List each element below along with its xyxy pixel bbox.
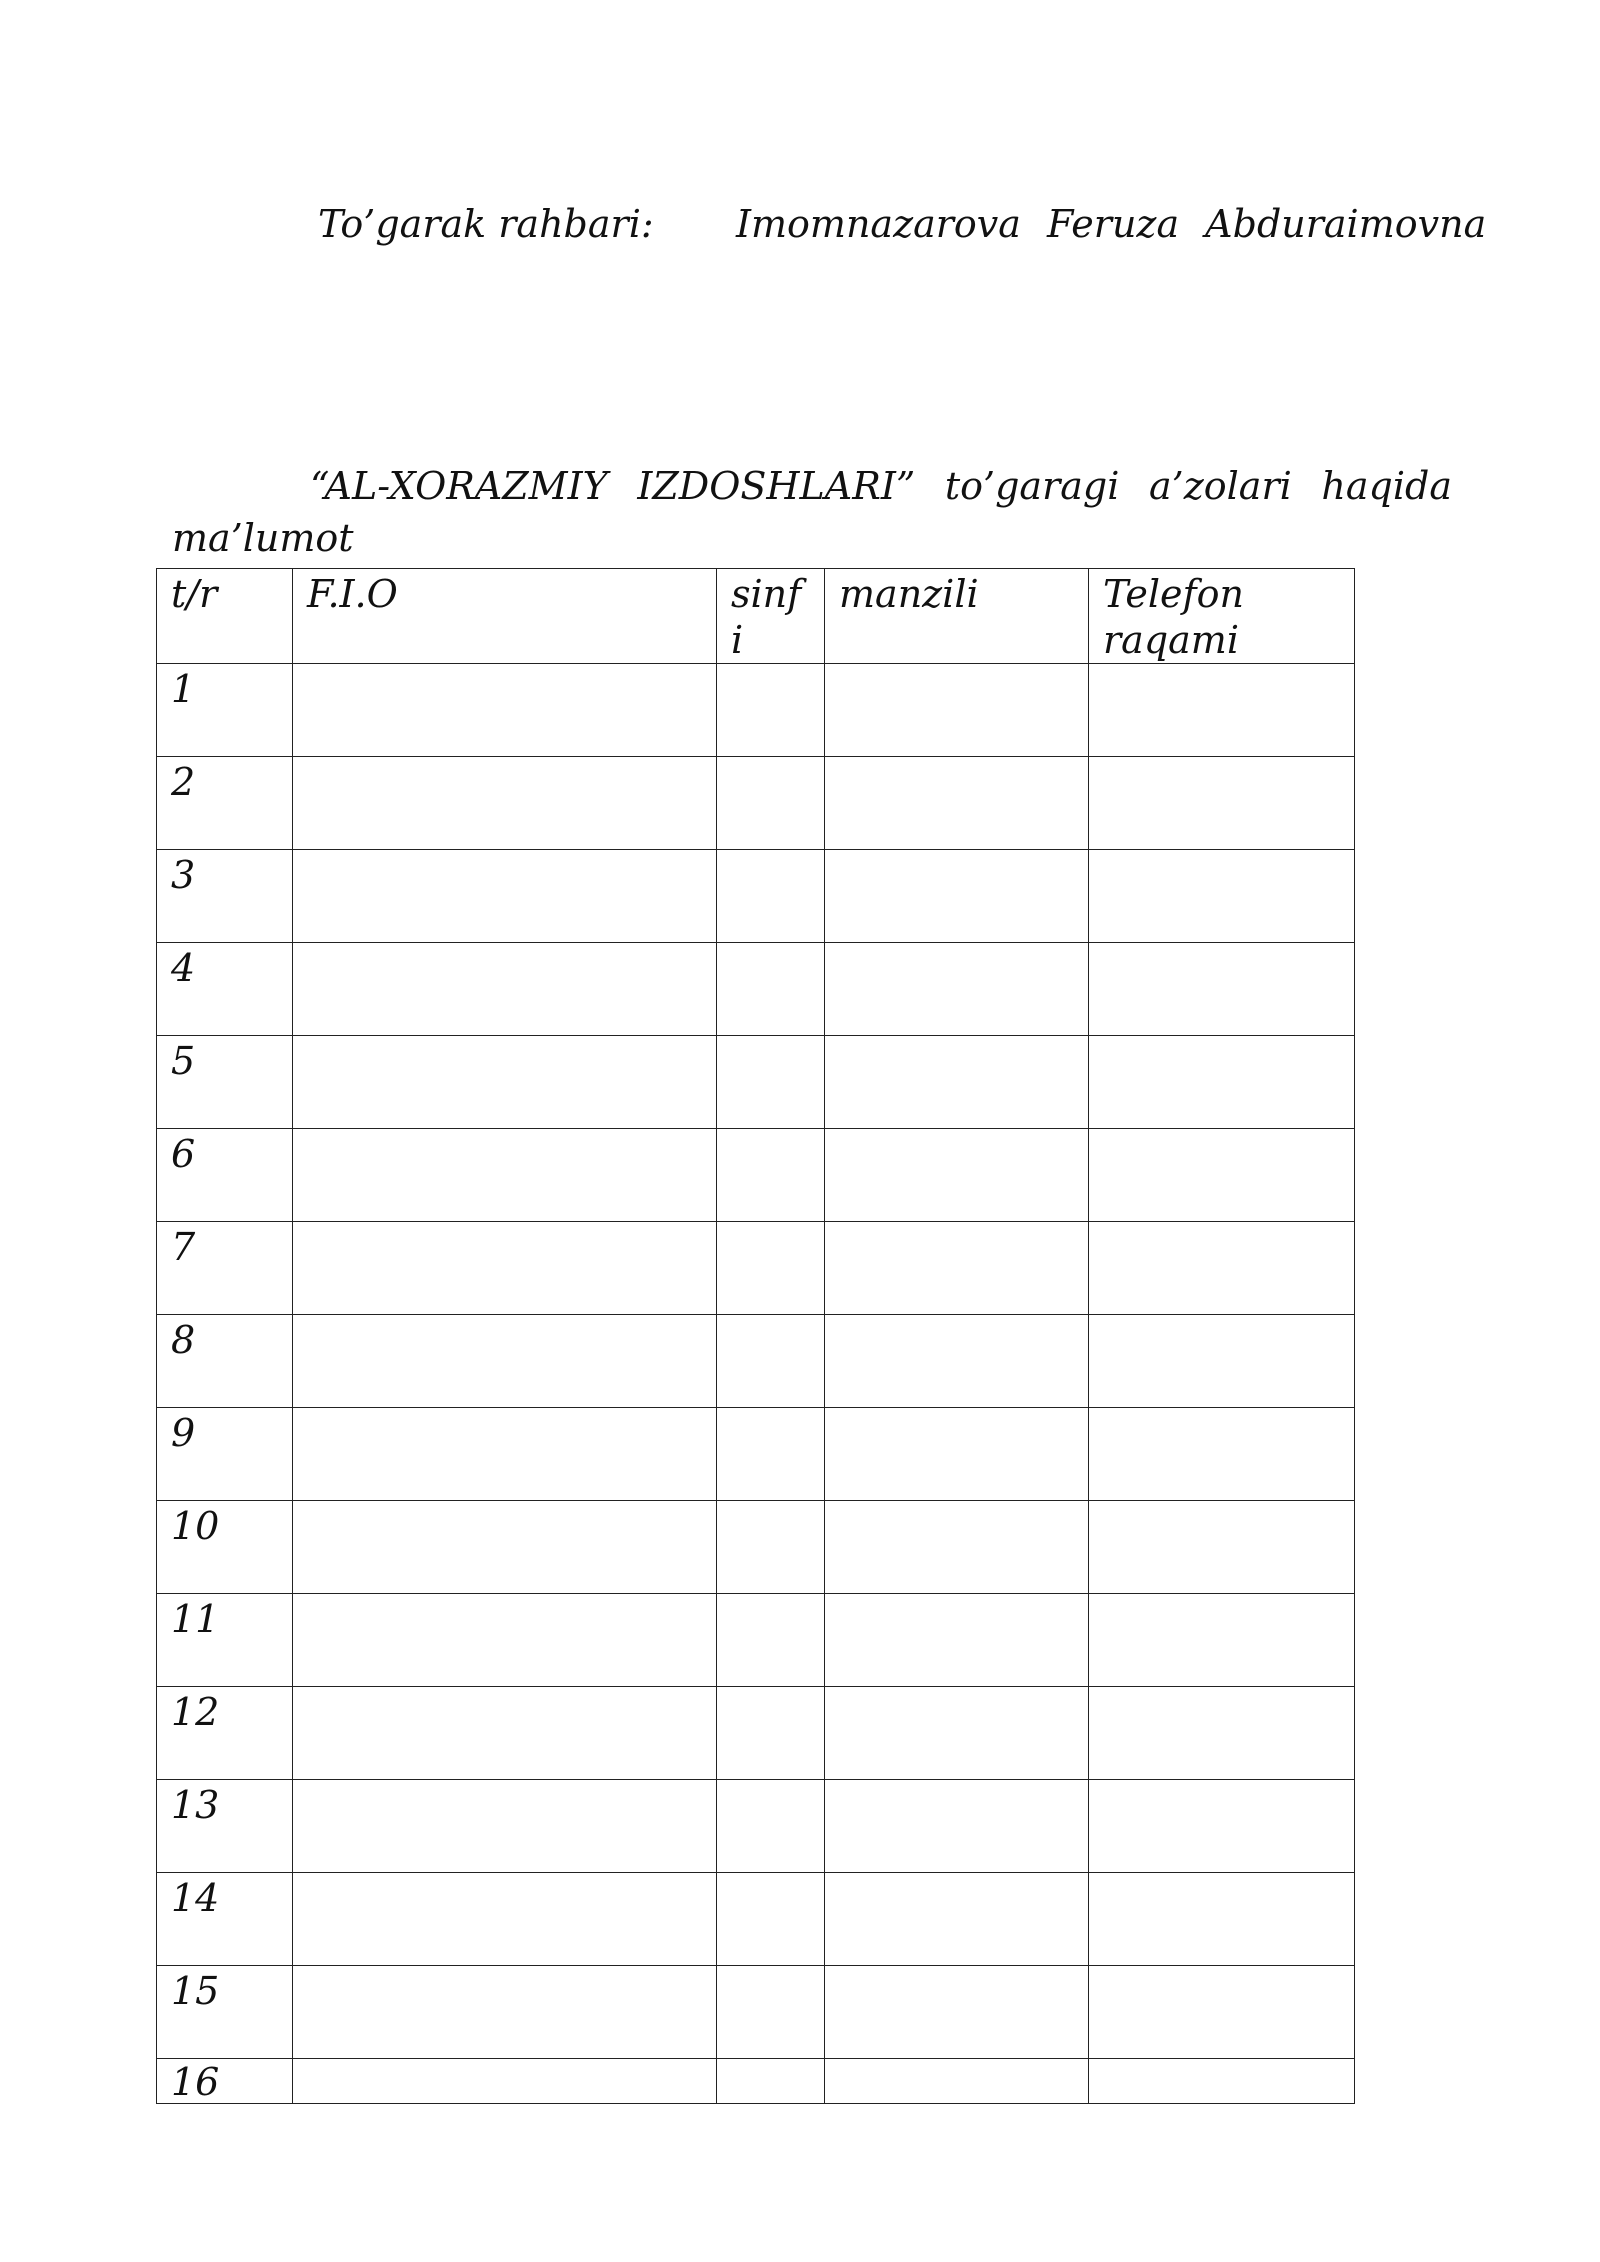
- fio-cell[interactable]: [293, 1780, 717, 1873]
- table-row: [157, 757, 1355, 850]
- leader-name: Imomnazarova Feruza Abduraimovna: [736, 202, 1487, 246]
- members-table: [156, 568, 1355, 2104]
- telefon-cell[interactable]: [1089, 1966, 1355, 2059]
- sinfi-cell[interactable]: [717, 1966, 825, 2059]
- telefon-cell[interactable]: [1089, 1873, 1355, 1966]
- table-row: [157, 1594, 1355, 1687]
- table-row: [157, 850, 1355, 943]
- table-row: [157, 1036, 1355, 1129]
- fio-cell[interactable]: [293, 1873, 717, 1966]
- telefon-cell[interactable]: [1089, 1501, 1355, 1594]
- manzili-cell[interactable]: [825, 1315, 1089, 1408]
- manzili-cell[interactable]: [825, 1966, 1089, 2059]
- telefon-cell[interactable]: [1089, 1315, 1355, 1408]
- row-number-cell: 10: [157, 1501, 293, 1594]
- telefon-cell[interactable]: [1089, 664, 1355, 757]
- header-sinfi: sinfi: [717, 569, 825, 664]
- row-number-cell: 12: [157, 1687, 293, 1780]
- sinfi-cell[interactable]: [717, 943, 825, 1036]
- sinfi-cell[interactable]: [717, 1594, 825, 1687]
- table-row: [157, 1408, 1355, 1501]
- table-row: [157, 1501, 1355, 1594]
- leader-label: To’garak rahbari:: [318, 202, 654, 246]
- row-number-cell: 9: [157, 1408, 293, 1501]
- header-tr: t/r: [157, 569, 293, 664]
- table-row: [157, 1780, 1355, 1873]
- manzili-cell[interactable]: [825, 1594, 1089, 1687]
- table-row: [157, 664, 1355, 757]
- manzili-cell[interactable]: [825, 2059, 1089, 2104]
- table-row: [157, 1315, 1355, 1408]
- table-row: [157, 1687, 1355, 1780]
- row-number-cell: 15: [157, 1966, 293, 2059]
- row-number-cell: 13: [157, 1780, 293, 1873]
- table-row: [157, 943, 1355, 1036]
- sinfi-cell[interactable]: [717, 1687, 825, 1780]
- row-number-cell: 1: [157, 664, 293, 757]
- fio-cell[interactable]: [293, 850, 717, 943]
- title-line-1: “AL-XORAZMIY IZDOSHLARI” to’garagi a’zolari haqida: [310, 464, 1452, 508]
- telefon-cell[interactable]: [1089, 757, 1355, 850]
- sinfi-cell[interactable]: [717, 1501, 825, 1594]
- table-row: [157, 1966, 1355, 2059]
- sinfi-cell[interactable]: [717, 1873, 825, 1966]
- manzili-cell[interactable]: [825, 1222, 1089, 1315]
- manzili-cell[interactable]: [825, 1036, 1089, 1129]
- table-row: [157, 1873, 1355, 1966]
- manzili-cell[interactable]: [825, 664, 1089, 757]
- fio-cell[interactable]: [293, 1408, 717, 1501]
- row-number-cell: 14: [157, 1873, 293, 1966]
- row-number-cell: 11: [157, 1594, 293, 1687]
- telefon-cell[interactable]: [1089, 1594, 1355, 1687]
- manzili-cell[interactable]: [825, 1408, 1089, 1501]
- manzili-cell[interactable]: [825, 943, 1089, 1036]
- header-manzili: manzili: [825, 569, 1089, 664]
- sinfi-cell[interactable]: [717, 1036, 825, 1129]
- telefon-cell[interactable]: [1089, 1780, 1355, 1873]
- manzili-cell[interactable]: [825, 1780, 1089, 1873]
- row-number-cell: 16: [157, 2059, 293, 2104]
- sinfi-cell[interactable]: [717, 850, 825, 943]
- fio-cell[interactable]: [293, 2059, 717, 2104]
- table-header-row: [157, 569, 1355, 664]
- fio-cell[interactable]: [293, 943, 717, 1036]
- fio-cell[interactable]: [293, 1222, 717, 1315]
- row-number-cell: 7: [157, 1222, 293, 1315]
- fio-cell[interactable]: [293, 1129, 717, 1222]
- telefon-cell[interactable]: [1089, 1222, 1355, 1315]
- row-number-cell: 8: [157, 1315, 293, 1408]
- sinfi-cell[interactable]: [717, 1315, 825, 1408]
- document-title: [172, 460, 1452, 564]
- table-row: [157, 2059, 1355, 2104]
- fio-cell[interactable]: [293, 1036, 717, 1129]
- manzili-cell[interactable]: [825, 757, 1089, 850]
- table-row: [157, 1222, 1355, 1315]
- sinfi-cell[interactable]: [717, 1222, 825, 1315]
- club-leader-line: [318, 202, 1486, 246]
- title-line-2: ma’lumot: [172, 516, 354, 560]
- row-number-cell: 2: [157, 757, 293, 850]
- sinfi-cell[interactable]: [717, 1129, 825, 1222]
- sinfi-cell[interactable]: [717, 1408, 825, 1501]
- manzili-cell[interactable]: [825, 850, 1089, 943]
- fio-cell[interactable]: [293, 1594, 717, 1687]
- sinfi-cell[interactable]: [717, 1780, 825, 1873]
- manzili-cell[interactable]: [825, 1129, 1089, 1222]
- telefon-cell[interactable]: [1089, 1687, 1355, 1780]
- row-number-cell: 5: [157, 1036, 293, 1129]
- manzili-cell[interactable]: [825, 1501, 1089, 1594]
- telefon-cell[interactable]: [1089, 943, 1355, 1036]
- telefon-cell[interactable]: [1089, 1408, 1355, 1501]
- header-telefon: Telefon raqami: [1089, 569, 1355, 664]
- fio-cell[interactable]: [293, 1966, 717, 2059]
- row-number-cell: 6: [157, 1129, 293, 1222]
- fio-cell[interactable]: [293, 1315, 717, 1408]
- telefon-cell[interactable]: [1089, 2059, 1355, 2104]
- sinfi-cell[interactable]: [717, 2059, 825, 2104]
- fio-cell[interactable]: [293, 664, 717, 757]
- manzili-cell[interactable]: [825, 1687, 1089, 1780]
- header-fio: F.I.O: [293, 569, 717, 664]
- telefon-cell[interactable]: [1089, 850, 1355, 943]
- telefon-cell[interactable]: [1089, 1036, 1355, 1129]
- telefon-cell[interactable]: [1089, 1129, 1355, 1222]
- sinfi-cell[interactable]: [717, 664, 825, 757]
- sinfi-cell[interactable]: [717, 757, 825, 850]
- fio-cell[interactable]: [293, 757, 717, 850]
- fio-cell[interactable]: [293, 1687, 717, 1780]
- manzili-cell[interactable]: [825, 1873, 1089, 1966]
- row-number-cell: 3: [157, 850, 293, 943]
- fio-cell[interactable]: [293, 1501, 717, 1594]
- table-row: [157, 1129, 1355, 1222]
- row-number-cell: 4: [157, 943, 293, 1036]
